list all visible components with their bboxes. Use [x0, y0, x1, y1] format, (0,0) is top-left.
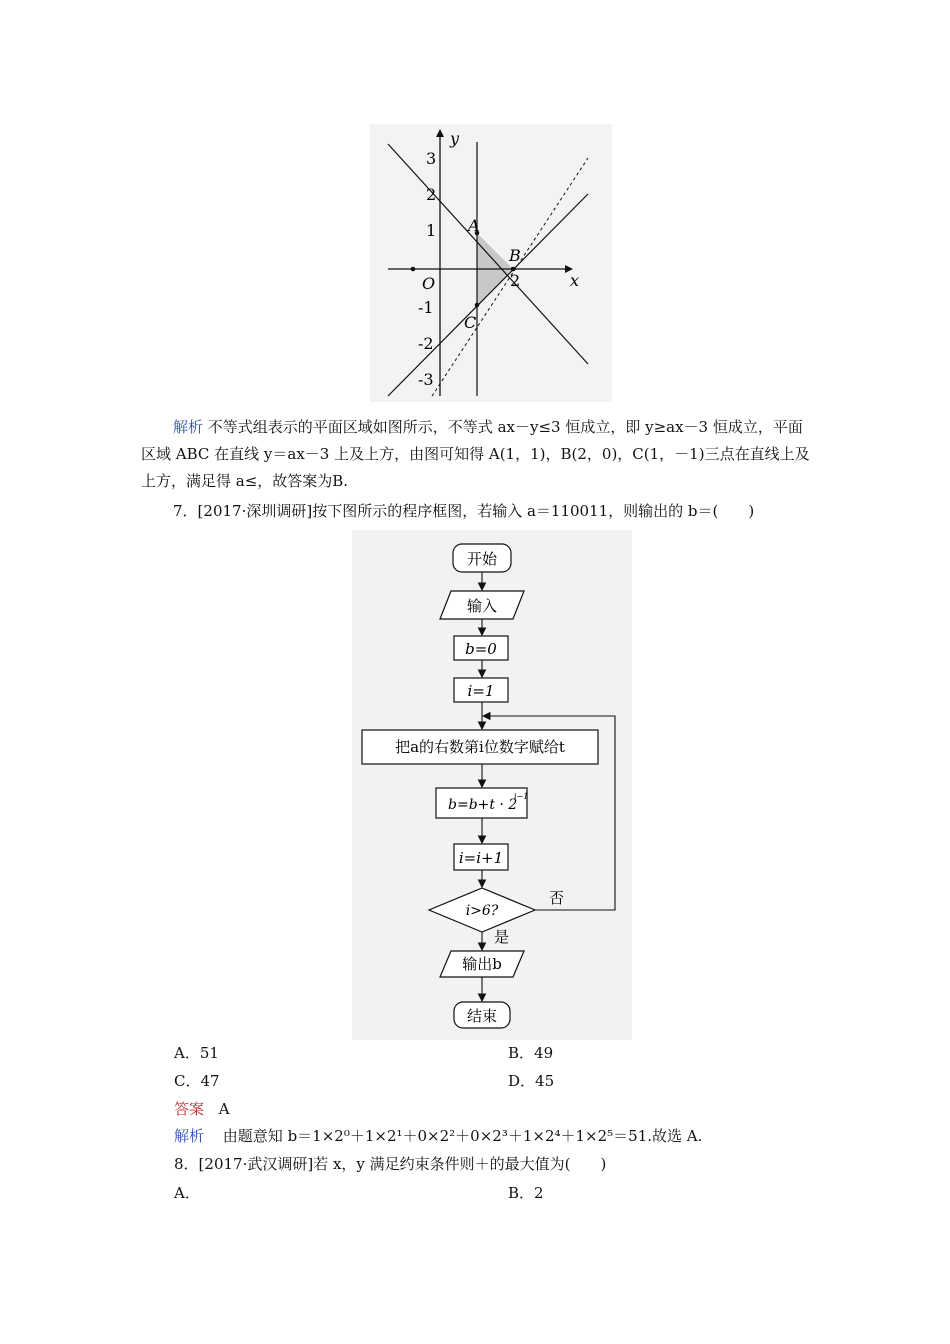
q7-option-b: B．49	[508, 1044, 554, 1062]
y-tick-1: 1	[426, 221, 437, 240]
x-tick-2: 2	[510, 271, 521, 290]
q6-solution	[141, 414, 811, 495]
no-label: 否	[549, 889, 565, 907]
y-tick-3: 3	[426, 149, 437, 168]
start-label: 开始	[466, 550, 498, 568]
x-axis-label: x	[570, 271, 580, 290]
y-tick-neg2: -2	[418, 334, 434, 353]
end-label: 结束	[466, 1007, 498, 1025]
point-c-label: C	[464, 313, 477, 332]
output-label: 输出b	[462, 955, 502, 973]
init-i-label: i=1	[467, 682, 495, 700]
condition-label: i>6?	[465, 903, 499, 919]
update-b-exponent: i−1	[514, 792, 529, 801]
y-tick-neg1: -1	[418, 298, 434, 317]
q7-stem: 7．[2017·深圳调研]按下图所示的程序框图，若输入 a＝110011，则输出的 b＝( )	[173, 502, 755, 520]
q7-option-c: C．47	[174, 1072, 220, 1090]
solution-text: 由题意知 b＝1×2⁰＋1×2¹＋0×2²＋0×2³＋1×2⁴＋1×2⁵＝51.故选 A.	[222, 1127, 703, 1145]
q8-stem: 8．[2017·武汉调研]若 x，y 满足约束条件则＋的最大值为( )	[174, 1155, 607, 1173]
coordinate-graph	[370, 124, 612, 402]
origin-label: O	[422, 274, 436, 293]
y-tick-2: 2	[426, 185, 437, 204]
q8-option-a: A．	[174, 1184, 200, 1202]
flowchart	[352, 530, 632, 1040]
point-a-label: A	[468, 216, 480, 235]
solution-text: 不等式组表示的平面区域如图所示，不等式 ax－y≤3 恒成立，即 y≥ax－3 恒成立，平面区域 ABC 在直线 y＝ax－3 上及上方，由图可知得 A(1，1)，B(2，0)，C(1，－1)三点在直线上及上方，满足得 a≤，故答案为B.	[141, 418, 810, 490]
point-b-label: B	[509, 246, 521, 265]
q7-answer	[174, 1099, 230, 1119]
y-tick-neg3: -3	[418, 370, 434, 389]
yes-label: 是	[494, 928, 510, 946]
q7-option-a: A．51	[174, 1044, 219, 1062]
solution-label: 解析	[173, 418, 204, 436]
answer-label: 答案	[174, 1100, 205, 1118]
input-label: 输入	[466, 597, 498, 615]
inc-i-label: i=i+1	[458, 849, 504, 867]
init-b-label: b=0	[465, 640, 497, 658]
q8-option-b: B．2	[508, 1184, 544, 1202]
q7-solution	[174, 1126, 702, 1146]
answer-value: A	[218, 1100, 230, 1118]
solution-label: 解析	[174, 1127, 205, 1145]
q7-option-d: D．45	[508, 1072, 555, 1090]
y-axis-label: y	[450, 129, 460, 148]
assign-label: 把a的右数第i位数字赋给t	[395, 738, 565, 756]
update-b-label: b=b+t · 2	[448, 797, 518, 813]
